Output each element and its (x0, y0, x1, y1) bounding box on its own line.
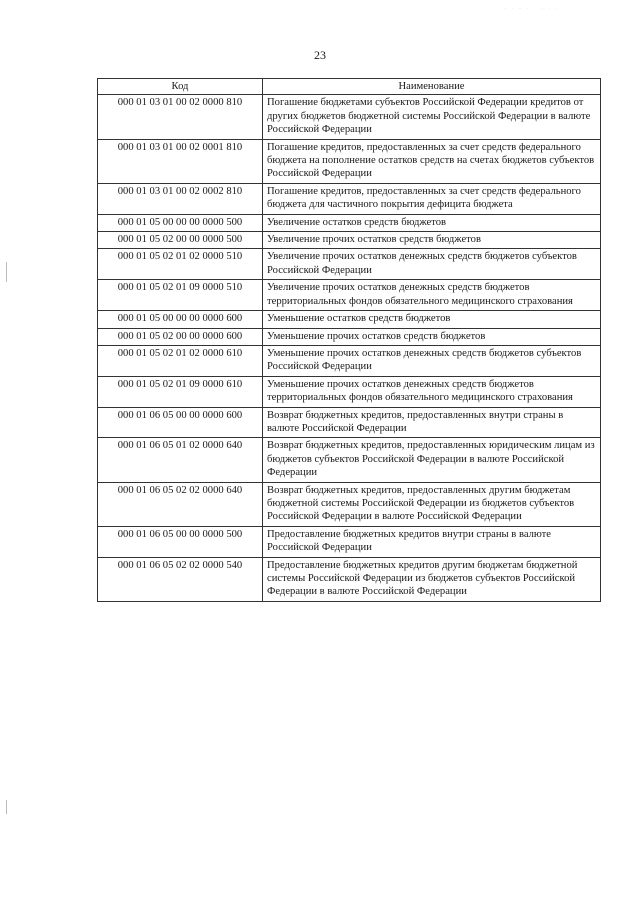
table-row (98, 407, 601, 438)
row-name: Уменьшение прочих остатков денежных средств бюджетов субъектов Российской Федерации (263, 345, 601, 376)
row-code: 000 01 05 02 01 09 0000 610 (98, 376, 263, 407)
scan-artifact-dots: · · · · · · · (504, 6, 560, 12)
row-code: 000 01 03 01 00 02 0000 810 (98, 95, 263, 139)
scan-margin-mark (6, 262, 7, 282)
table-row (98, 345, 601, 376)
header-row (98, 79, 601, 95)
row-name: Возврат бюджетных кредитов, предоставленных другим бюджетам бюджетной системы Российской Федерации из бюджетов субъектов Российской Федерации в валюте Российской Федерации (263, 482, 601, 526)
page-number: 23 (314, 48, 326, 62)
row-code: 000 01 05 02 00 00 0000 600 (98, 328, 263, 345)
row-name: Увеличение прочих остатков денежных средств бюджетов субъектов Российской Федерации (263, 249, 601, 280)
row-code: 000 01 03 01 00 02 0002 810 (98, 183, 263, 214)
row-name: Уменьшение прочих остатков денежных средств бюджетов территориальных фондов обязательного медицинского страхования (263, 376, 601, 407)
table-body (98, 95, 601, 601)
row-code: 000 01 05 02 01 02 0000 510 (98, 249, 263, 280)
row-name: Погашение кредитов, предоставленных за счет средств федерального бюджета для частичного покрытия дефицита бюджета (263, 183, 601, 214)
row-name: Уменьшение остатков средств бюджетов (263, 311, 601, 328)
table-row (98, 482, 601, 526)
row-name: Увеличение прочих остатков денежных средств бюджетов территориальных фондов обязательного медицинского страхования (263, 280, 601, 311)
header-code: Код (98, 79, 263, 95)
row-name: Погашение бюджетами субъектов Российской Федерации кредитов от других бюджетов бюджетной системы Российской Федерации в валюте Российской Федерации (263, 95, 601, 139)
row-name: Возврат бюджетных кредитов, предоставленных внутри страны в валюте Российской Федерации (263, 407, 601, 438)
row-code: 000 01 05 00 00 00 0000 500 (98, 214, 263, 231)
table-row (98, 557, 601, 601)
row-code: 000 01 03 01 00 02 0001 810 (98, 139, 263, 183)
row-code: 000 01 05 02 00 00 0000 500 (98, 232, 263, 249)
row-code: 000 01 05 02 01 09 0000 510 (98, 280, 263, 311)
table-row (98, 95, 601, 139)
table-row (98, 214, 601, 231)
table-header (98, 79, 601, 95)
table-row (98, 526, 601, 557)
table-row (98, 328, 601, 345)
budget-codes-table (97, 78, 601, 602)
header-name: Наименование (263, 79, 601, 95)
table-row (98, 183, 601, 214)
table-row (98, 438, 601, 482)
row-name: Предоставление бюджетных кредитов другим бюджетам бюджетной системы Российской Федерации из бюджетов субъектов Российской Федерации в валюте Российской Федерации (263, 557, 601, 601)
table-row (98, 249, 601, 280)
row-code: 000 01 06 05 01 02 0000 640 (98, 438, 263, 482)
table-row (98, 311, 601, 328)
table-row (98, 232, 601, 249)
table-row (98, 139, 601, 183)
row-code: 000 01 06 05 00 00 0000 600 (98, 407, 263, 438)
row-code: 000 01 05 00 00 00 0000 600 (98, 311, 263, 328)
row-code: 000 01 05 02 01 02 0000 610 (98, 345, 263, 376)
row-name: Увеличение прочих остатков средств бюджетов (263, 232, 601, 249)
row-name: Погашение кредитов, предоставленных за счет средств федерального бюджета на пополнение остатков средств на счетах бюджетов субъектов Российской Федерации (263, 139, 601, 183)
row-code: 000 01 06 05 02 02 0000 540 (98, 557, 263, 601)
row-name: Уменьшение прочих остатков средств бюджетов (263, 328, 601, 345)
row-code: 000 01 06 05 00 00 0000 500 (98, 526, 263, 557)
row-name: Предоставление бюджетных кредитов внутри страны в валюте Российской Федерации (263, 526, 601, 557)
table-row (98, 376, 601, 407)
table-row (98, 280, 601, 311)
row-name: Увеличение остатков средств бюджетов (263, 214, 601, 231)
row-name: Возврат бюджетных кредитов, предоставленных юридическим лицам из бюджетов субъектов Российской Федерации в валюте Российской Федерации (263, 438, 601, 482)
row-code: 000 01 06 05 02 02 0000 640 (98, 482, 263, 526)
scan-margin-mark (6, 800, 7, 814)
